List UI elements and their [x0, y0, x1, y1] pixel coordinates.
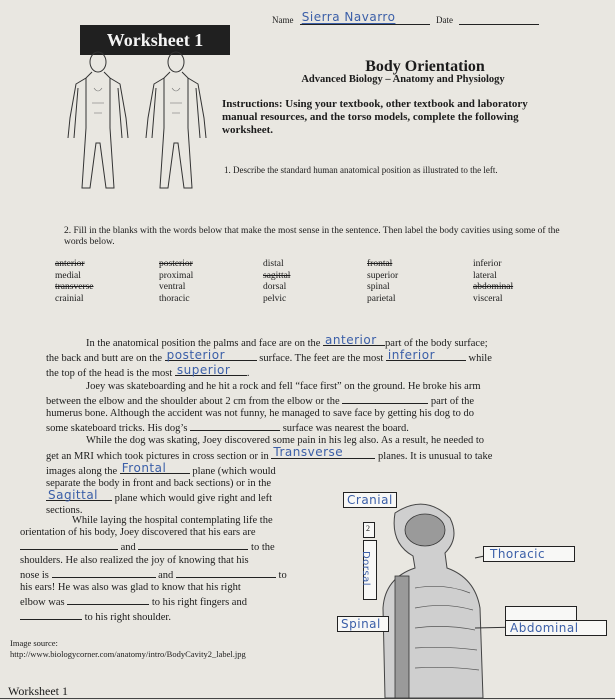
image-source-url: http://www.biologycorner.com/anatomy/intro/BodyCavity2_label.jpg: [10, 649, 246, 659]
word-bank-col-4: [367, 259, 398, 305]
image-source-label: Image source:: [10, 638, 58, 648]
word-item: frontal: [367, 259, 393, 269]
blank-field[interactable]: [67, 594, 149, 605]
word-item: pelvic: [263, 293, 287, 304]
paragraph-line: his ears! He was also was glad to know that his right: [20, 582, 241, 594]
blank-field[interactable]: [52, 567, 156, 578]
spinal-label-box[interactable]: [337, 616, 389, 632]
paragraph-line: images along the Frontal plane (which would: [46, 460, 276, 477]
word-item: abdominal: [473, 282, 514, 292]
body-silhouette: [355, 498, 615, 698]
date-field[interactable]: [459, 14, 539, 25]
question-1-number: 1.: [224, 165, 231, 175]
name-value: Sierra Navarro: [301, 10, 396, 24]
word-item: lateral: [473, 270, 497, 281]
blank-field[interactable]: [138, 539, 248, 550]
date-label: Date: [436, 15, 453, 25]
thoracic-label-box[interactable]: [483, 546, 575, 562]
blank-field[interactable]: Frontal: [120, 463, 190, 474]
paragraph-line: and to the: [20, 539, 320, 554]
blank-field[interactable]: [176, 567, 276, 578]
word-item: superior: [367, 270, 399, 281]
paragraph-line: While the dog was skating, Joey discovered some pain in his leg also. As a result, he needed to: [86, 435, 485, 447]
bottom-divider: [0, 698, 615, 699]
paragraph-line: Sagittal plane which would give right and left: [48, 488, 273, 505]
paragraph-line: some skateboard tricks. His dog’s surface was nearest the board.: [46, 420, 586, 435]
word-item: posterior: [159, 259, 193, 269]
cranial-label: Cranial: [347, 493, 393, 507]
word-item: visceral: [473, 293, 503, 304]
blank-field[interactable]: [190, 420, 280, 431]
word-bank-col-3: [263, 259, 290, 305]
question-1-text: Describe the standard human anatomical position as illustrated to the left.: [233, 165, 498, 175]
paragraph-line: elbow was to his right fingers and: [20, 594, 320, 609]
thoracic-label: Thoracic: [490, 547, 546, 561]
paragraph-line: between the elbow and the shoulder about 2 cm from the elbow or the part of the: [46, 393, 586, 408]
word-bank-col-1: [55, 259, 94, 305]
abdominal-label: Abdominal: [510, 621, 579, 635]
word-item: proximal: [159, 270, 194, 281]
word-item: spinal: [367, 282, 390, 292]
word-bank-col-2: [159, 259, 193, 305]
name-field[interactable]: [300, 10, 430, 25]
paragraph-line: orientation of his body, Joey discovered that his ears are: [20, 527, 256, 539]
instructions: Instructions: Using your textbook, other textbook and laboratory manual resources, and the torso models, complete the following worksheet.: [222, 98, 528, 136]
paragraph-line: humerus bone. Although the accident was not funny, he managed to save face by getting his dog to do: [46, 408, 474, 420]
blank-field[interactable]: Sagittal: [46, 490, 112, 501]
spinal-label: Spinal: [341, 617, 381, 631]
word-item: parietal: [367, 293, 396, 304]
word-item: anterior: [55, 259, 85, 269]
paragraph-line: the top of the head is the most superior .: [46, 363, 250, 380]
question-1: [224, 165, 564, 176]
blank-field[interactable]: inferior: [386, 350, 466, 361]
lower-paragraph: [20, 515, 320, 625]
word-bank: [55, 259, 575, 329]
paragraph-line: nose is and to: [20, 567, 320, 582]
paragraph-line: While laying the hospital contemplating life the: [72, 515, 273, 526]
word-item: thoracic: [159, 293, 190, 304]
question-2-text: Fill in the blanks with the words below that make the most sense in the sentence. Then label the body cavities using some of the words below.: [64, 226, 560, 247]
paragraph-line: separate the body in front and back sections) or in the: [46, 478, 272, 490]
page-title: Body Orientation: [365, 58, 485, 75]
fill-in-paragraph: [46, 332, 586, 518]
paragraph-line: the back and butt are on the posterior surface. The feet are the most inferior while: [46, 348, 492, 365]
word-item: medial: [55, 270, 81, 281]
blank-field[interactable]: Transverse: [271, 448, 375, 459]
word-bank-col-5: [473, 259, 513, 305]
word-item: sagittal: [263, 270, 291, 281]
word-item: transverse: [55, 282, 94, 292]
word-item: crainial: [55, 293, 84, 304]
paragraph-line: In the anatomical position the palms and face are on the anterior part of the body surface;: [86, 332, 488, 349]
worksheet-badge: Worksheet 1: [80, 25, 230, 55]
name-label: Name: [272, 15, 294, 25]
word-item: dorsal: [263, 282, 287, 292]
image-source: [10, 638, 246, 660]
body-cavity-diagram: [341, 493, 615, 698]
name-date-line: [272, 10, 543, 25]
paragraph-line: get an MRI which took pictures in cross section or in Transverse planes. It is unusual to take: [46, 445, 493, 462]
number-label-box[interactable]: [363, 522, 375, 538]
blank-field[interactable]: anterior: [323, 335, 385, 346]
dorsal-label-box[interactable]: [360, 540, 377, 600]
blank-field[interactable]: posterior: [165, 350, 257, 361]
anatomical-position-figures: [64, 48, 214, 198]
paragraph-line: sections.: [46, 505, 83, 517]
question-2: [64, 226, 564, 248]
blank-field[interactable]: [20, 609, 82, 620]
question-2-number: 2.: [64, 226, 72, 236]
footer-label: Worksheet 1: [8, 684, 69, 698]
abdominal-label-box[interactable]: [505, 620, 607, 636]
paragraph-line: to his right shoulder.: [20, 609, 320, 624]
number-label: 2: [366, 524, 370, 533]
word-item: ventral: [159, 282, 186, 292]
page-subtitle: Advanced Biology – Anatomy and Physiology: [301, 74, 505, 85]
paragraph-line: Joey was skateboarding and he hit a rock and fell “face first” on the ground. He broke his arm: [86, 380, 481, 392]
dorsal-label: Dorsal: [360, 550, 372, 587]
paragraph-line: shoulders. He also realized the joy of knowing that his: [20, 554, 249, 566]
word-item: distal: [263, 259, 284, 269]
blank-field[interactable]: [342, 393, 428, 404]
blank-field[interactable]: [20, 539, 118, 550]
blank-field[interactable]: superior: [175, 365, 247, 376]
word-item: inferior: [473, 259, 502, 269]
cranial-label-box[interactable]: [343, 492, 397, 508]
